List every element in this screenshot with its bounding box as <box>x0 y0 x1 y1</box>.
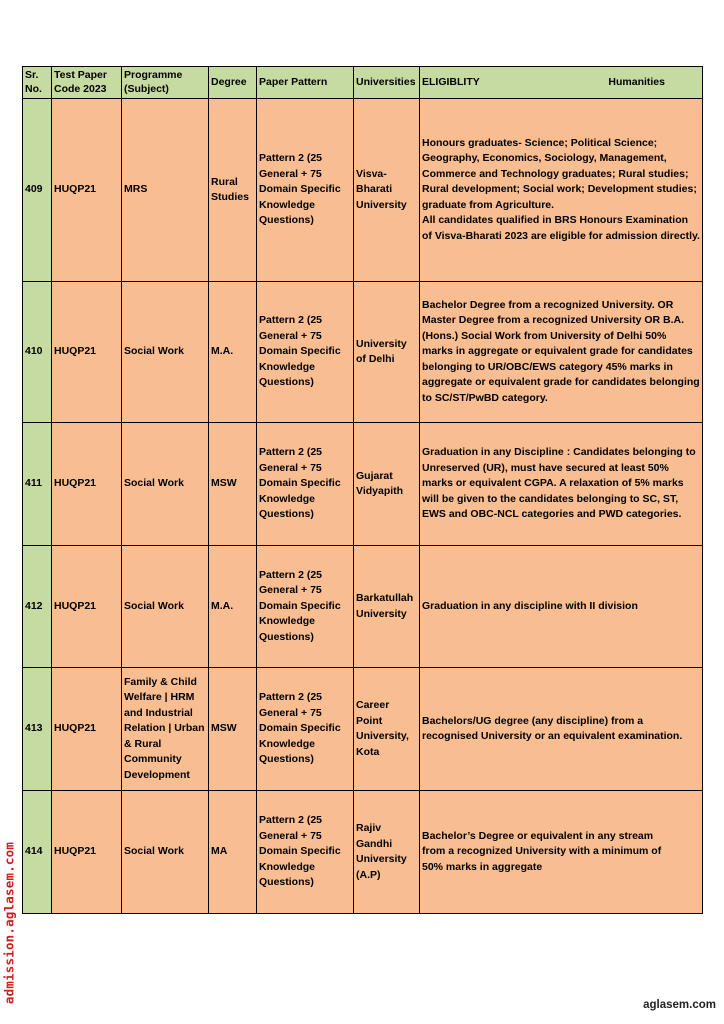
header-sr: Sr. No. <box>23 67 52 99</box>
degree: MSW <box>209 423 257 546</box>
header-stream-label: Humanities <box>608 76 665 88</box>
university: Gujarat Vidyapith <box>354 423 420 546</box>
watermark-text: admission.aglasem.com <box>1 841 17 1004</box>
test-paper-code: HUQP21 <box>52 668 122 791</box>
table-row <box>23 668 703 791</box>
test-paper-code: HUQP21 <box>52 282 122 423</box>
eligibility: Bachelor Degree from a recognized University. OR Master Degree from a recognized University OR B.A. (Hons.) Social Work from University of Delhi 50% marks in aggregate or equivalent grade for candidates belonging to UR/OBC/EWS category 45% marks in aggregate or equivalent grade for candidates belonging to SC/ST/PwBD category. <box>420 282 703 423</box>
header-eligibility <box>420 67 703 99</box>
university: Barkatullah University <box>354 546 420 668</box>
header-test-paper-code: Test Paper Code 2023 <box>52 67 122 99</box>
test-paper-code: HUQP21 <box>52 791 122 914</box>
header-degree: Degree <box>209 67 257 99</box>
sr-number: 410 <box>23 282 52 423</box>
table-row <box>23 99 703 282</box>
table-row <box>23 791 703 914</box>
sr-number: 414 <box>23 791 52 914</box>
degree: MSW <box>209 668 257 791</box>
paper-pattern: Pattern 2 (25 General + 75 Domain Specific Knowledge Questions) <box>257 423 354 546</box>
header-row <box>23 67 703 99</box>
header-universities: Universities <box>354 67 420 99</box>
paper-pattern: Pattern 2 (25 General + 75 Domain Specific Knowledge Questions) <box>257 791 354 914</box>
programme: Family & Child Welfare | HRM and Industrial Relation | Urban & Rural Community Development <box>122 668 209 791</box>
eligibility: Bachelor’s Degree or equivalent in any stream from a recognized University with a minimum of 50% marks in aggregate <box>420 791 703 914</box>
university: University of Delhi <box>354 282 420 423</box>
header-programme: Programme (Subject) <box>122 67 209 99</box>
programme: Social Work <box>122 791 209 914</box>
paper-pattern: Pattern 2 (25 General + 75 Domain Specific Knowledge Questions) <box>257 668 354 791</box>
header-paper-pattern: Paper Pattern <box>257 67 354 99</box>
programme: Social Work <box>122 423 209 546</box>
table-row <box>23 282 703 423</box>
eligibility-table <box>22 66 703 914</box>
eligibility-extra-text: All candidates qualified in BRS Honours Examination of Visva-Bharati 2023 are eligible for admission directly. <box>422 214 700 242</box>
programme: Social Work <box>122 546 209 668</box>
watermark <box>2 830 16 1015</box>
test-paper-code: HUQP21 <box>52 546 122 668</box>
university: Career Point University, Kota <box>354 668 420 791</box>
sr-number: 412 <box>23 546 52 668</box>
paper-pattern: Pattern 2 (25 General + 75 Domain Specific Knowledge Questions) <box>257 546 354 668</box>
degree: MA <box>209 791 257 914</box>
university: Rajiv Gandhi University (A.P) <box>354 791 420 914</box>
eligibility: Graduation in any Discipline : Candidates belonging to Unreserved (UR), must have secured at least 50% marks or equivalent CGPA. A relaxation of 5% marks will be given to the candidates belonging to SC, ST, EWS and OBC-NCL categories and PWD categories. <box>420 423 703 546</box>
header-eligibility-label: ELIGIBLITY <box>422 76 480 88</box>
table-row <box>23 546 703 668</box>
test-paper-code: HUQP21 <box>52 423 122 546</box>
table-row <box>23 423 703 546</box>
eligibility <box>420 99 703 282</box>
programme: MRS <box>122 99 209 282</box>
degree: Rural Studies <box>209 99 257 282</box>
test-paper-code: HUQP21 <box>52 99 122 282</box>
programme: Social Work <box>122 282 209 423</box>
brand-footer: aglasem.com <box>643 999 716 1011</box>
university: Visva-Bharati University <box>354 99 420 282</box>
eligibility-text: Honours graduates- Science; Political Science; Geography, Economics, Sociology, Management, Commerce and Technology graduates; Rural studies; Rural development; Social work; Development studies; graduate from Agriculture. <box>422 136 697 211</box>
eligibility: Graduation in any discipline with II division <box>420 546 703 668</box>
eligibility: Bachelors/UG degree (any discipline) from a recognised University or an equivalent examination. <box>420 668 703 791</box>
paper-pattern: Pattern 2 (25 General + 75 Domain Specific Knowledge Questions) <box>257 282 354 423</box>
degree: M.A. <box>209 282 257 423</box>
sr-number: 411 <box>23 423 52 546</box>
sr-number: 409 <box>23 99 52 282</box>
paper-pattern: Pattern 2 (25 General + 75 Domain Specific Knowledge Questions) <box>257 99 354 282</box>
degree: M.A. <box>209 546 257 668</box>
sr-number: 413 <box>23 668 52 791</box>
